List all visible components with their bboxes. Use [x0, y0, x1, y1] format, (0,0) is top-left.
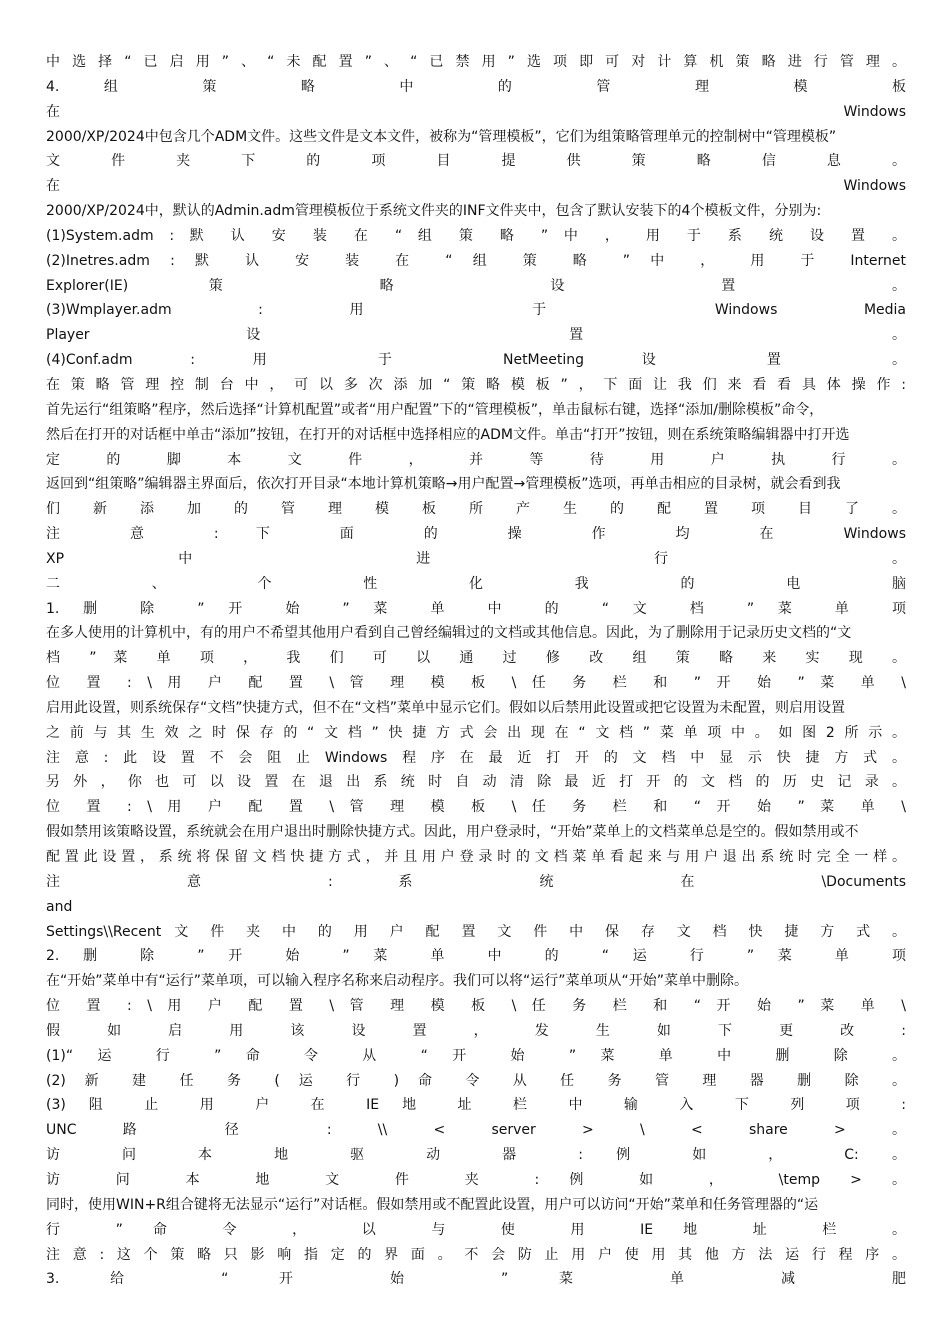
text-line: 首先运行“组策略”程序，然后选择“计算机配置”或者“用户配置”下的“管理模板”，单击鼠标右键，选择“添加/删除模板”命令， — [46, 401, 824, 418]
text-line: 们 新 添 加 的 管 理 模 板 所 产 生 的 配 置 项 目 了 。 — [46, 501, 906, 518]
text-line: 注意:这个策略只影响指定的界面。不会防止用户使用其他方法运行程序。 — [46, 1246, 906, 1263]
text-line: 在“开始”菜单中有“运行”菜单项，可以输入程序名称来启动程序。我们可以将“运行”菜单项从“开始”菜单中删除。 — [46, 973, 749, 990]
text-line: 行 ” 命 令 ， 以 与 使 用 IE 地 址 栏 。 — [46, 1221, 906, 1238]
text-line: UNC 路 径 : \\ < server > \ < share > 。 — [46, 1122, 906, 1139]
text-line: 2000/XP/2024中包含几个ADM文件。这些文件是文本文件，被称为“管理模板”，它们为组策略管理单元的控制树中“管理模板” — [46, 128, 837, 145]
text-line: and — [46, 898, 73, 915]
text-line: (1)“ 运 行 ” 命 令 从 “ 开 始 ” 菜 单 中 删 除 。 — [46, 1047, 906, 1064]
text-line: 访 问 本 地 文 件 夹 : 例 如 ， \temp > 。 — [46, 1171, 906, 1188]
text-line: 文 件 夹 下 的 项 目 提 供 策 略 信 息 。 — [46, 153, 906, 170]
text-line: 之前与其生效之时保存的“文档”快捷方式会出现在“文档”菜单项中。如图2所示。 — [46, 724, 906, 741]
text-line: 1. 删 除 ” 开 始 ” 菜 单 中 的 “ 文 档 ” 菜 单 项 — [46, 600, 906, 617]
text-line: 在 Windows — [46, 178, 906, 195]
text-line: 位 置 : \ 用 户 配 置 \ 管 理 模 板 \ 任 务 栏 和 “ 开 始 ” 菜 单 \ — [46, 998, 906, 1015]
text-line: Settings\\Recent 文 件 夹 中 的 用 户 配 置 文 件 中 保 存 文 档 快 捷 方 式 。 — [46, 923, 906, 940]
text-line: 在多人使用的计算机中，有的用户不希望其他用户看到自己曾经编辑过的文档或其他信息。因此，为了删除用于记录历史文档的“文 — [46, 625, 852, 642]
text-line: 在策略管理控制台中，可以多次添加“策略模板”，下面让我们来看看具体操作: — [46, 376, 906, 393]
text-line: Explorer(IE) 策 略 设 置 。 — [46, 277, 906, 294]
text-line: 假如禁用该策略设置，系统就会在用户退出时删除快捷方式。因此，用户登录时，“开始”菜单上的文档菜单总是空的。假如禁用或不 — [46, 824, 859, 841]
text-line: 2000/XP/2024中，默认的Admin.adm管理模板位于系统文件夹的INF文件夹中，包含了默认安装下的4个模板文件，分别为: — [46, 203, 822, 220]
text-line: 定 的 脚 本 文 件 ， 并 等 待 用 户 执 行 。 — [46, 451, 906, 468]
text-line: 注 意 : 下 面 的 操 作 均 在 Windows — [46, 526, 906, 543]
text-line: 然后在打开的对话框中单击“添加”按钮，在打开的对话框中选择相应的ADM文件。单击“打开”按钮，则在系统策略编辑器中打开选 — [46, 426, 850, 443]
text-line: 档 ” 菜 单 项 ， 我 们 可 以 通 过 修 改 组 策 略 来 实 现 。 — [46, 650, 906, 667]
text-line: 4. 组 策 略 中 的 管 理 模 板 — [46, 78, 906, 95]
text-line: 3. 给 “ 开 始 ” 菜 单 减 肥 — [46, 1271, 906, 1288]
text-line: (2)Inetres.adm : 默 认 安 装 在 “ 组 策 略 ” 中 ， 用 于 Internet — [46, 252, 906, 269]
text-line: 注意:此设置不会阻止Windows程序在最近打开的文档中显示快捷方式。 — [46, 749, 906, 766]
text-line: (2) 新 建 任 务 ( 运 行 ) 命 令 从 任 务 管 理 器 删 除 。 — [46, 1072, 906, 1089]
text-line: 同时，使用WIN+R组合键将无法显示“运行”对话框。假如禁用或不配置此设置，用户可以访问“开始”菜单和任务管理器的“运 — [46, 1196, 819, 1213]
text-line: 访 问 本 地 驱 动 器 : 例 如 ， C: 。 — [46, 1147, 906, 1164]
text-line: 位 置 : \ 用 户 配 置 \ 管 理 模 板 \ 任 务 栏 和 “ 开 始 ” 菜 单 \ — [46, 799, 906, 816]
text-line: (3) 阻 止 用 户 在 IE 地 址 栏 中 输 入 下 列 项 : — [46, 1097, 906, 1114]
text-line: (1)System.adm : 默 认 安 装 在 “ 组 策 略 ” 中 ， 用 于 系 统 设 置 。 — [46, 227, 906, 244]
text-line: 在 Windows — [46, 103, 906, 120]
text-line: Player 设 置 。 — [46, 327, 906, 344]
text-line: 中选择“已启用”、“未配置”、“已禁用”选项即可对计算机策略进行管理。 — [46, 54, 906, 70]
text-line: 另外，你也可以设置在退出系统时自动清除最近打开的文档的历史记录。 — [46, 774, 906, 791]
text-line: 返回到“组策略”编辑器主界面后，依次打开目录“本地计算机策略→用户配置→管理模板”选项，再单击相应的目录树，就会看到我 — [46, 476, 841, 493]
text-line: 位 置 : \ 用 户 配 置 \ 管 理 模 板 \ 任 务 栏 和 ” 开 始 ” 菜 单 \ — [46, 675, 906, 692]
text-line: 二 、 个 性 化 我 的 电 脑 — [46, 575, 906, 592]
text-line: (3)Wmplayer.adm : 用 于 Windows Media — [46, 302, 906, 319]
text-line: (4)Conf.adm : 用 于 NetMeeting 设 置 。 — [46, 352, 906, 369]
text-line: 2. 删 除 ” 开 始 ” 菜 单 中 的 “ 运 行 ” 菜 单 项 — [46, 948, 906, 965]
document-page — [46, 50, 906, 1292]
text-line: 注 意 : 系 统 在 \Documents — [46, 873, 906, 890]
text-line: 配置此设置，系统将保留文档快捷方式，并且用户登录时的文档菜单看起来与用户退出系统时完全一样。 — [46, 849, 906, 865]
text-line: 假 如 启 用 该 设 置 ， 发 生 如 下 更 改 : — [46, 1022, 906, 1039]
text-line: 启用此设置，则系统保存“文档”快捷方式，但不在“文档”菜单中显示它们。假如以后禁用此设置或把它设置为未配置，则启用设置 — [46, 699, 846, 716]
text-line: XP 中 进 行 。 — [46, 550, 906, 567]
